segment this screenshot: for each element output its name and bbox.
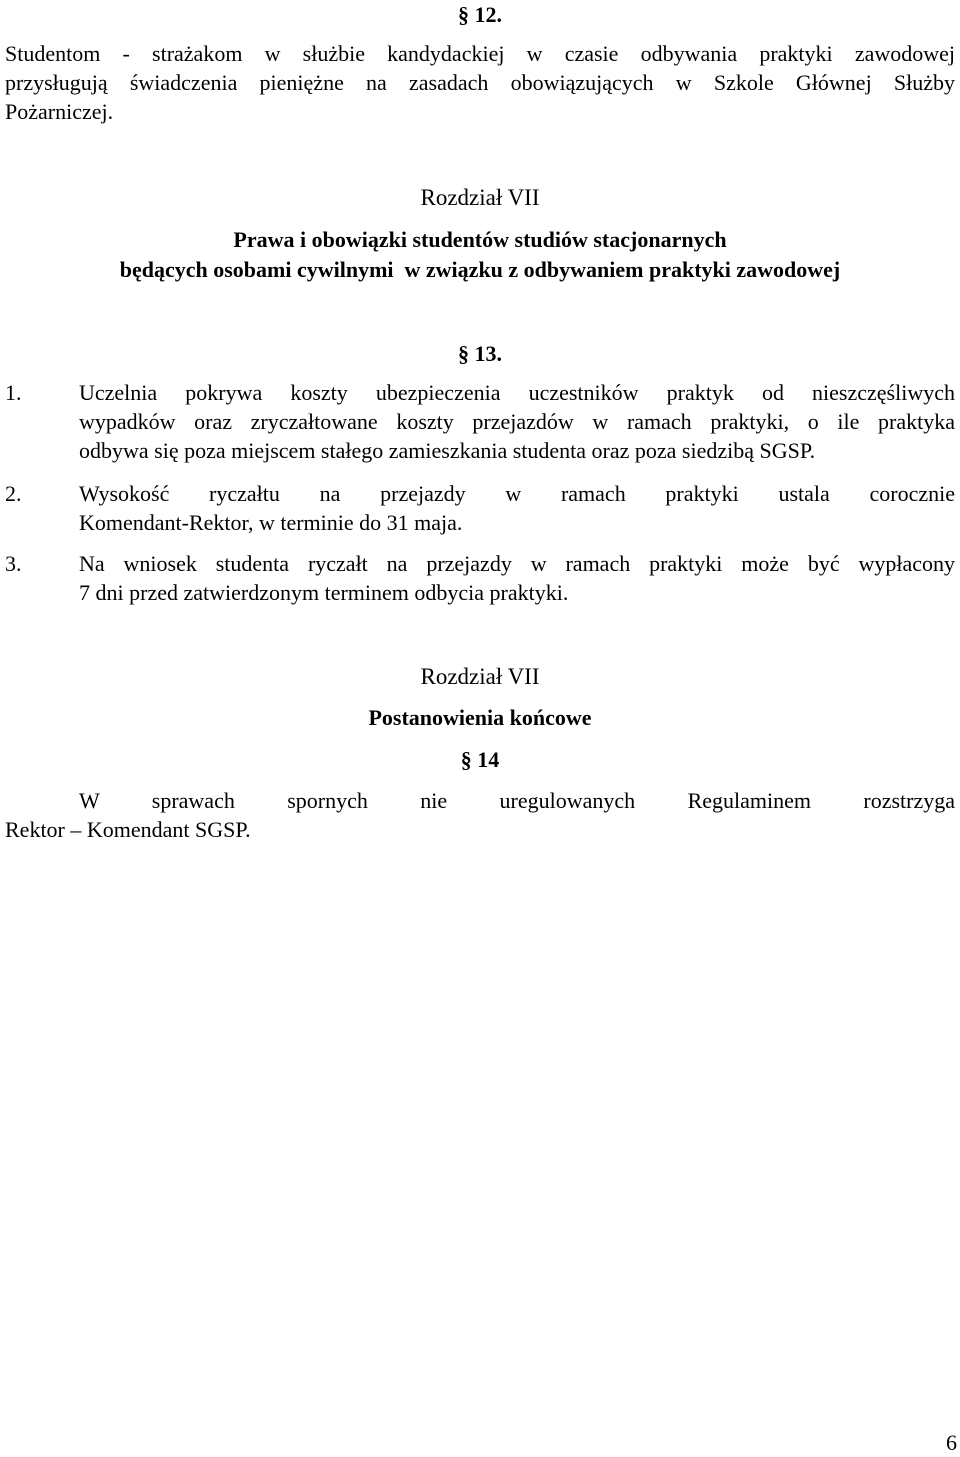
- list-number: 3.: [5, 551, 22, 576]
- item-1-line3: odbywa się poza miejscem stałego zamieszkania studenta oraz poza siedzibą SGSP.: [79, 438, 816, 463]
- page-number: 6: [946, 1430, 957, 1455]
- chapter-rights-number: Rozdział VII: [420, 185, 540, 210]
- section-14-text-line2: Rektor – Komendant SGSP.: [5, 817, 251, 842]
- list-number: 2.: [5, 481, 22, 506]
- section-12-heading: § 12.: [458, 2, 502, 27]
- section-12-text-line1: Studentom - strażakom w służbie kandydackiej w czasie odbywania praktyki zawodowej: [5, 41, 955, 66]
- chapter-final-number: Rozdział VII: [420, 664, 540, 689]
- section-12-text-line3: Pożarniczej.: [5, 99, 114, 124]
- section-13-heading: § 13.: [458, 341, 502, 366]
- item-3-line1: Na wniosek studenta ryczałt na przejazdy w ramach praktyki może być wypłacony: [79, 551, 955, 576]
- section-14-text-line1: W sprawach spornych nie uregulowanych Regulaminem rozstrzyga: [79, 788, 955, 813]
- item-2-line2: Komendant-Rektor, w terminie do 31 maja.: [79, 510, 463, 535]
- item-1-line2: wypadków oraz zryczałtowane koszty przejazdów w ramach praktyki, o ile praktyka: [79, 409, 955, 434]
- list-number: 1.: [5, 380, 22, 405]
- item-1-line1: Uczelnia pokrywa koszty ubezpieczenia uczestników praktyk od nieszczęśliwych: [79, 380, 955, 405]
- item-3-line2: 7 dni przed zatwierdzonym terminem odbycia praktyki.: [79, 580, 569, 605]
- item-2-line1: Wysokość ryczałtu na przejazdy w ramach praktyki ustala corocznie: [79, 481, 955, 506]
- section-14-heading: § 14: [460, 747, 500, 772]
- section-13-item-2: [5, 479, 955, 537]
- section-13-item-3: [5, 549, 955, 607]
- section-13-item-1: [5, 378, 955, 465]
- section-12-text-line2: przysługują świadczenia pieniężne na zasadach obowiązujących w Szkole Głównej Służby: [5, 70, 955, 95]
- chapter-final-title: Postanowienia końcowe: [368, 705, 592, 730]
- chapter-rights-title-line1: Prawa i obowiązki studentów studiów stacjonarnych: [233, 227, 727, 252]
- chapter-rights-title-line2: będących osobami cywilnymi w związku z odbywaniem praktyki zawodowej: [119, 257, 841, 282]
